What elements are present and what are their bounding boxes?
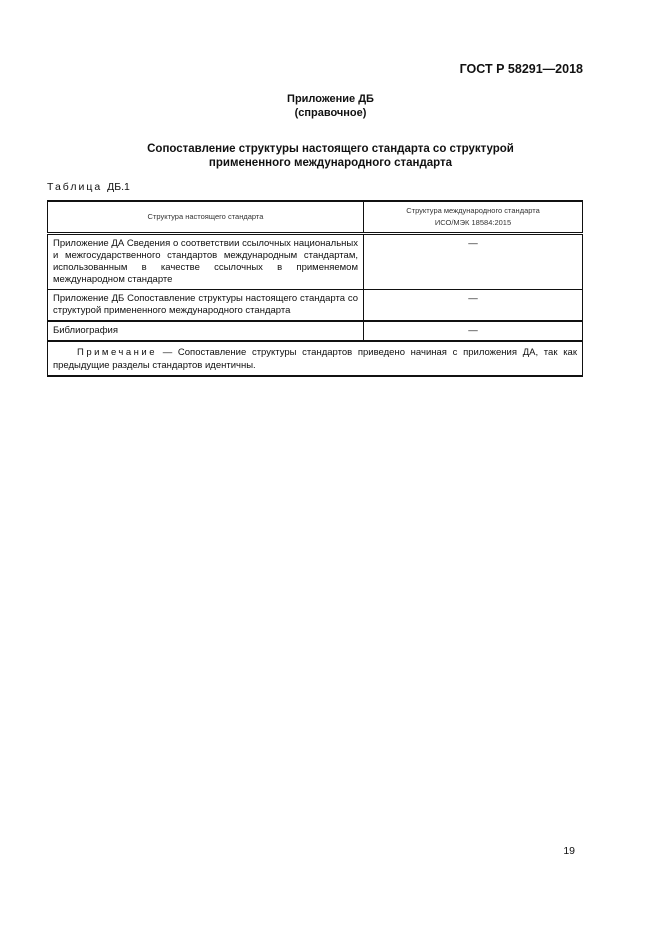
- column-header-national: Структура настоящего стандарта: [48, 201, 364, 234]
- table-row: [48, 290, 583, 322]
- table-cell: —: [364, 234, 583, 290]
- table-caption-number: ДБ.1: [107, 181, 130, 193]
- column-header-international: [364, 201, 583, 234]
- standard-code: ГОСТ Р 58291—2018: [459, 62, 583, 76]
- table-cell: Приложение ДА Сведения о соответствии ссылочных национальных и межгосударственного стандартов международным стандартам, использованным в качестве ссылочных в применяемом международном стандарте: [48, 234, 364, 290]
- appendix-type: (справочное): [294, 107, 367, 119]
- document-title-line1: Сопоставление структуры настоящего стандарта со структурой: [147, 143, 514, 155]
- table-note: [48, 341, 583, 376]
- structure-comparison-table: [47, 200, 583, 377]
- table-header-row: [48, 201, 583, 234]
- note-label: Примечание: [77, 347, 157, 358]
- appendix-heading: [0, 92, 661, 120]
- table-cell: —: [364, 290, 583, 322]
- table-note-row: [48, 341, 583, 376]
- document-title-line2: примененного международного стандарта: [208, 157, 453, 169]
- table-caption-label: Таблица: [47, 181, 103, 193]
- table-row: [48, 321, 583, 341]
- table-row: [48, 234, 583, 290]
- page-number: 19: [563, 845, 575, 857]
- note-text: — Сопоставление структуры стандартов приведено начиная с приложения ДА, так как предыдущие разделы стандартов идентичны.: [53, 347, 577, 371]
- table-cell: —: [364, 321, 583, 341]
- table-cell: Приложение ДБ Сопоставление структуры настоящего стандарта со структурой примененного международного стандарта: [48, 290, 364, 322]
- column-header-international-line2: ИСО/МЭК 18584:2015: [434, 218, 512, 227]
- appendix-title: Приложение ДБ: [287, 93, 374, 105]
- table-cell: Библиография: [48, 321, 364, 341]
- table-caption: [47, 181, 130, 193]
- column-header-international-line1: Структура международного стандарта: [406, 206, 540, 215]
- document-title: [0, 142, 661, 170]
